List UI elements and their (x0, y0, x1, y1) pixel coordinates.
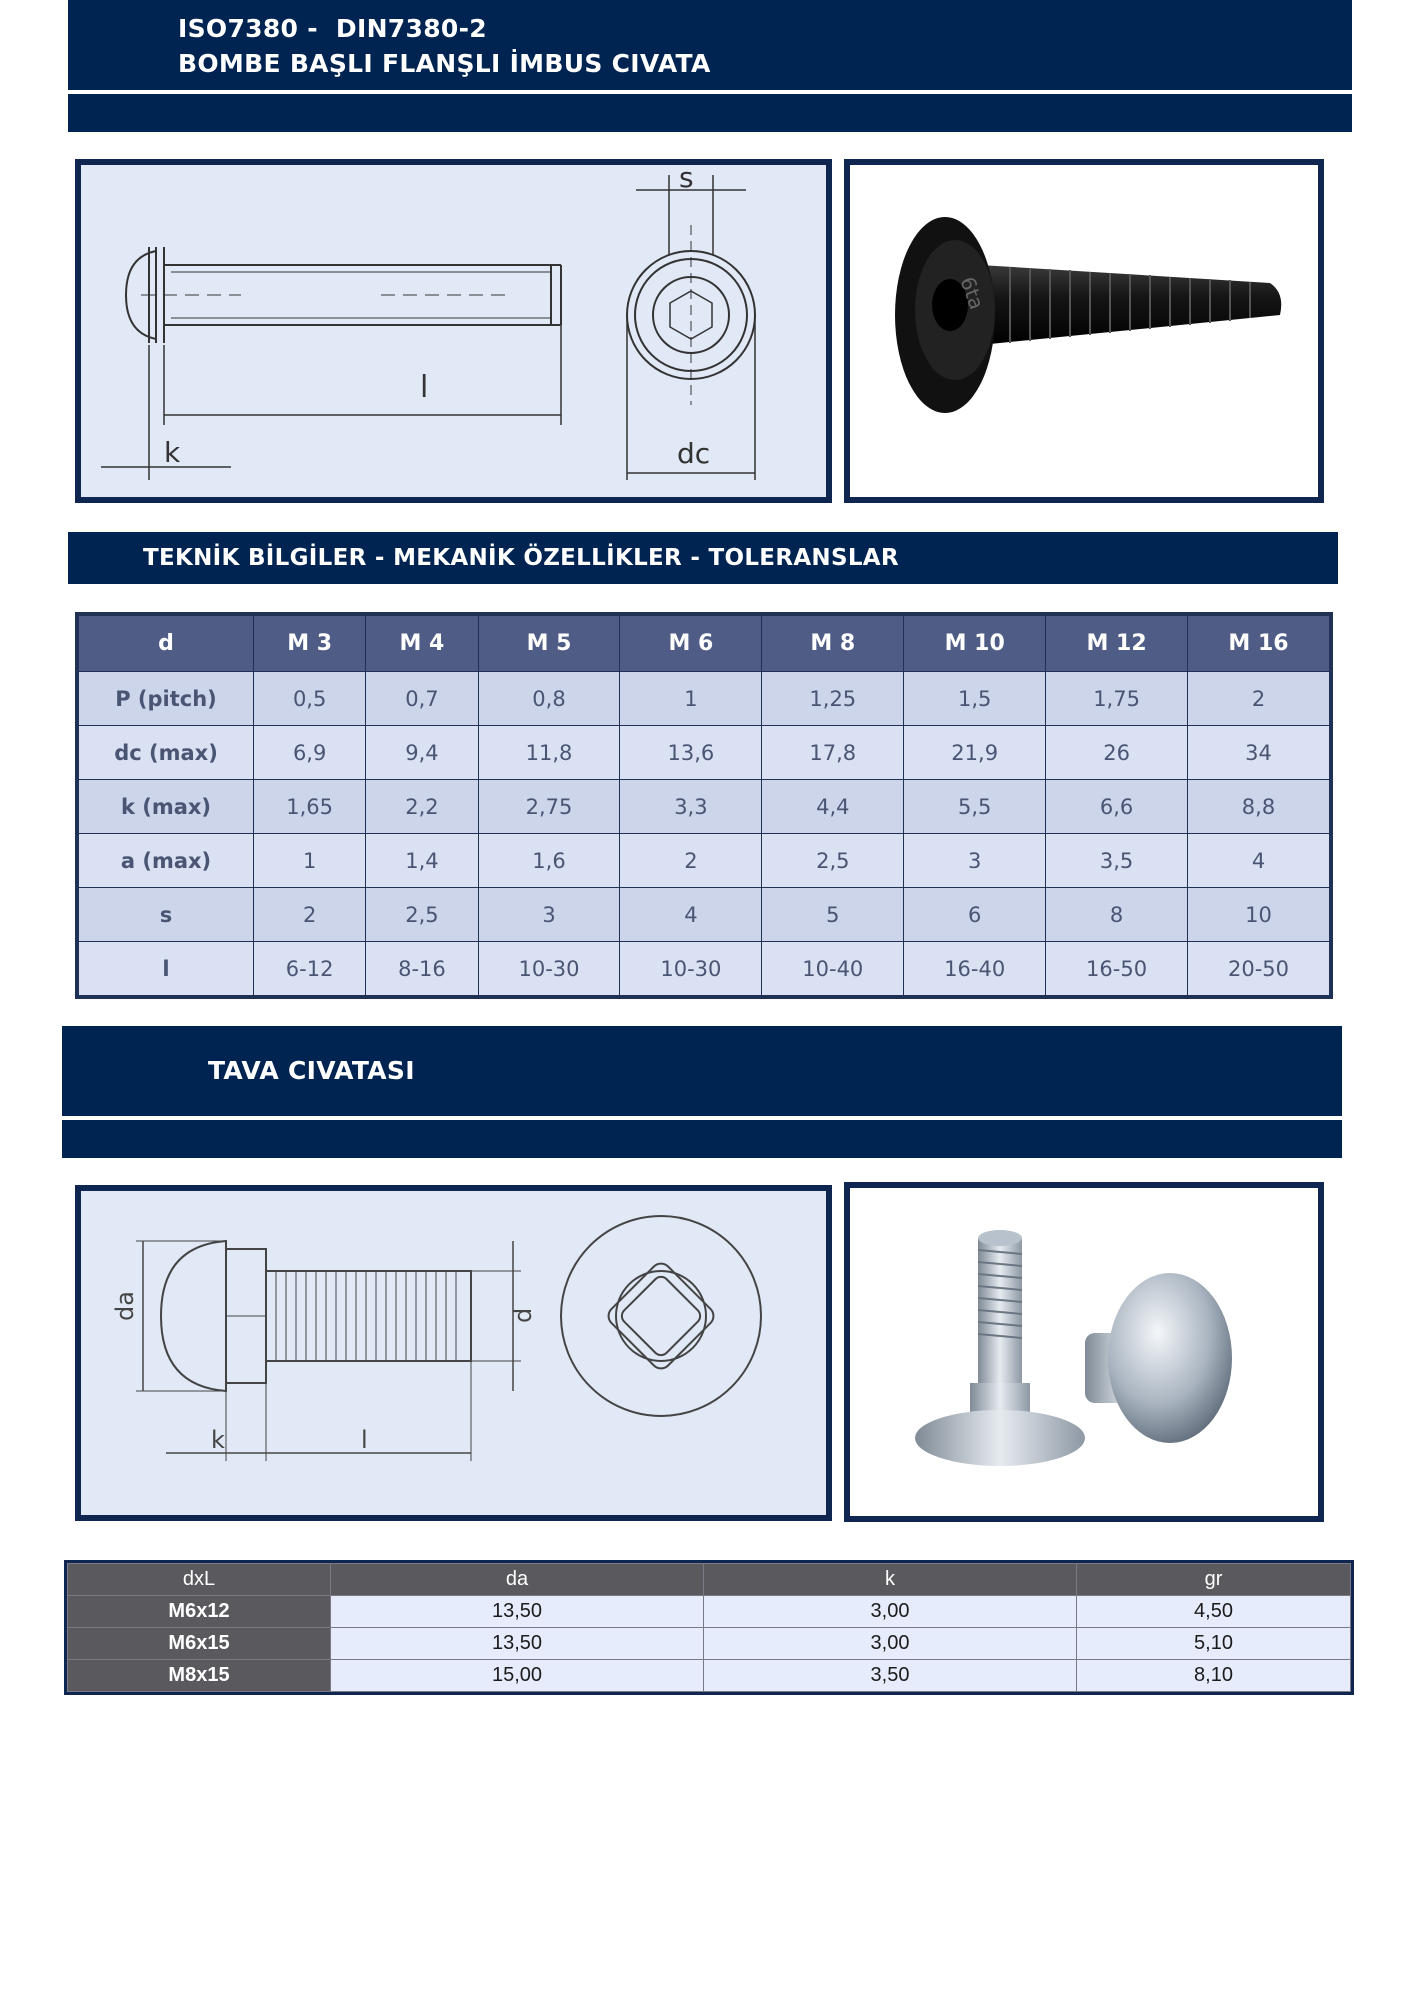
tava-cell: 13,50 (331, 1628, 704, 1660)
spec-cell: 0,8 (478, 672, 620, 726)
spec-cell: 6,9 (254, 726, 366, 780)
spec-cell: 1,75 (1046, 672, 1188, 726)
drawing-label-l: l (420, 370, 429, 405)
spec-table-wrapper (75, 612, 1333, 999)
specs-title: TEKNİK BİLGİLER - MEKANİK ÖZELLİKLER - TOLERANSLAR (143, 545, 899, 571)
tava-header-cell: gr (1077, 1564, 1351, 1596)
spec-cell: 2 (620, 834, 762, 888)
spec-header-cell: M 5 (478, 616, 620, 672)
spec-cell: 6 (904, 888, 1046, 942)
spec-cell: 3,3 (620, 780, 762, 834)
table-row (79, 780, 1330, 834)
spec-cell: 3 (478, 888, 620, 942)
spec-cell: 8 (1046, 888, 1188, 942)
tava-table-wrapper (64, 1560, 1354, 1695)
table-row (68, 1660, 1351, 1692)
tava-cell: 13,50 (331, 1596, 704, 1628)
spec-cell: 1 (620, 672, 762, 726)
spec-cell: 3 (904, 834, 1046, 888)
spec-cell: 0,5 (254, 672, 366, 726)
table-row (79, 726, 1330, 780)
spec-cell: 4 (620, 888, 762, 942)
tava-cell: 15,00 (331, 1660, 704, 1692)
spec-cell: 6-12 (254, 942, 366, 996)
spec-cell: 10 (1188, 888, 1330, 942)
spec-cell: 2 (254, 888, 366, 942)
tava-row-label: M6x15 (68, 1628, 331, 1660)
tava-header-cell: k (704, 1564, 1077, 1596)
tava-cell: 8,10 (1077, 1660, 1351, 1692)
spec-row-label: s (79, 888, 254, 942)
spec-row-label: P (pitch) (79, 672, 254, 726)
drawing-label-d: d (509, 1307, 537, 1323)
tava-header-row (68, 1564, 1351, 1596)
carriage-bolt-photo-panel (844, 1182, 1324, 1522)
spec-row-label: a (max) (79, 834, 254, 888)
spec-cell: 9,4 (366, 726, 478, 780)
spec-cell: 2,75 (478, 780, 620, 834)
spec-cell: 1,4 (366, 834, 478, 888)
bolt-drawing-panel (75, 159, 832, 503)
spec-cell: 4 (1188, 834, 1330, 888)
drawing-label-da: da (111, 1291, 139, 1321)
spec-table (78, 615, 1330, 996)
drawing-label-dc: dc (677, 437, 711, 470)
spec-cell: 26 (1046, 726, 1188, 780)
spec-row-label: dc (max) (79, 726, 254, 780)
spec-header-cell: M 6 (620, 616, 762, 672)
table-row (79, 942, 1330, 996)
tava-table (67, 1563, 1351, 1692)
black-flanged-bolt-image (850, 165, 1318, 497)
spec-cell: 5 (762, 888, 904, 942)
drawing-label-s: s (679, 165, 694, 194)
spec-cell: 2 (1188, 672, 1330, 726)
spec-cell: 1,5 (904, 672, 1046, 726)
spec-cell: 1,6 (478, 834, 620, 888)
table-row (68, 1596, 1351, 1628)
table-row (68, 1628, 1351, 1660)
spec-row-label: l (79, 942, 254, 996)
spec-cell: 4,4 (762, 780, 904, 834)
spec-cell: 21,9 (904, 726, 1046, 780)
spec-header-cell: M 10 (904, 616, 1046, 672)
drawing-label-k: k (164, 436, 181, 469)
table-row (79, 888, 1330, 942)
spec-header-cell: M 12 (1046, 616, 1188, 672)
section1-title-line1: ISO7380 - DIN7380-2 (178, 14, 487, 43)
drawing-label-k: k (211, 1426, 225, 1454)
spec-cell: 10-30 (478, 942, 620, 996)
spec-cell: 13,6 (620, 726, 762, 780)
spec-header-cell: M 3 (254, 616, 366, 672)
spec-cell: 11,8 (478, 726, 620, 780)
section1-banner-strip (68, 94, 1352, 132)
tava-header-cell: dxL (68, 1564, 331, 1596)
spec-cell: 2,5 (366, 888, 478, 942)
spec-header-cell: M 16 (1188, 616, 1330, 672)
spec-cell: 1,65 (254, 780, 366, 834)
spec-cell: 8-16 (366, 942, 478, 996)
black-bolt-photo-panel (844, 159, 1324, 503)
section2-title: TAVA CIVATASI (208, 1056, 415, 1085)
spec-cell: 20-50 (1188, 942, 1330, 996)
galvanized-carriage-bolts-image (850, 1188, 1318, 1516)
flanged-button-head-bolt-drawing (81, 165, 826, 497)
carriage-bolt-drawing-panel (75, 1185, 832, 1521)
spec-cell: 10-30 (620, 942, 762, 996)
spec-cell: 8,8 (1188, 780, 1330, 834)
spec-header-cell: d (79, 616, 254, 672)
tava-cell: 5,10 (1077, 1628, 1351, 1660)
tava-cell: 3,50 (704, 1660, 1077, 1692)
section1-title-line2: BOMBE BAŞLI FLANŞLI İMBUS CIVATA (178, 49, 711, 78)
spec-cell: 16-50 (1046, 942, 1188, 996)
tava-row-label: M6x12 (68, 1596, 331, 1628)
tava-cell: 4,50 (1077, 1596, 1351, 1628)
spec-cell: 5,5 (904, 780, 1046, 834)
tava-cell: 3,00 (704, 1596, 1077, 1628)
section2-banner-strip (62, 1120, 1342, 1158)
spec-cell: 16-40 (904, 942, 1046, 996)
spec-cell: 1,25 (762, 672, 904, 726)
table-row (79, 672, 1330, 726)
drawing-label-l: l (361, 1426, 368, 1454)
spec-table-header-row (79, 616, 1330, 672)
table-row (79, 834, 1330, 888)
spec-cell: 34 (1188, 726, 1330, 780)
spec-cell: 1 (254, 834, 366, 888)
spec-cell: 2,5 (762, 834, 904, 888)
spec-cell: 3,5 (1046, 834, 1188, 888)
spec-cell: 17,8 (762, 726, 904, 780)
spec-cell: 0,7 (366, 672, 478, 726)
carriage-bolt-drawing (81, 1191, 826, 1515)
tava-cell: 3,00 (704, 1628, 1077, 1660)
spec-row-label: k (max) (79, 780, 254, 834)
tava-row-label: M8x15 (68, 1660, 331, 1692)
spec-header-cell: M 4 (366, 616, 478, 672)
svg-text:6ta: 6ta (955, 273, 990, 313)
spec-cell: 2,2 (366, 780, 478, 834)
spec-cell: 10-40 (762, 942, 904, 996)
spec-header-cell: M 8 (762, 616, 904, 672)
tava-header-cell: da (331, 1564, 704, 1596)
spec-cell: 6,6 (1046, 780, 1188, 834)
